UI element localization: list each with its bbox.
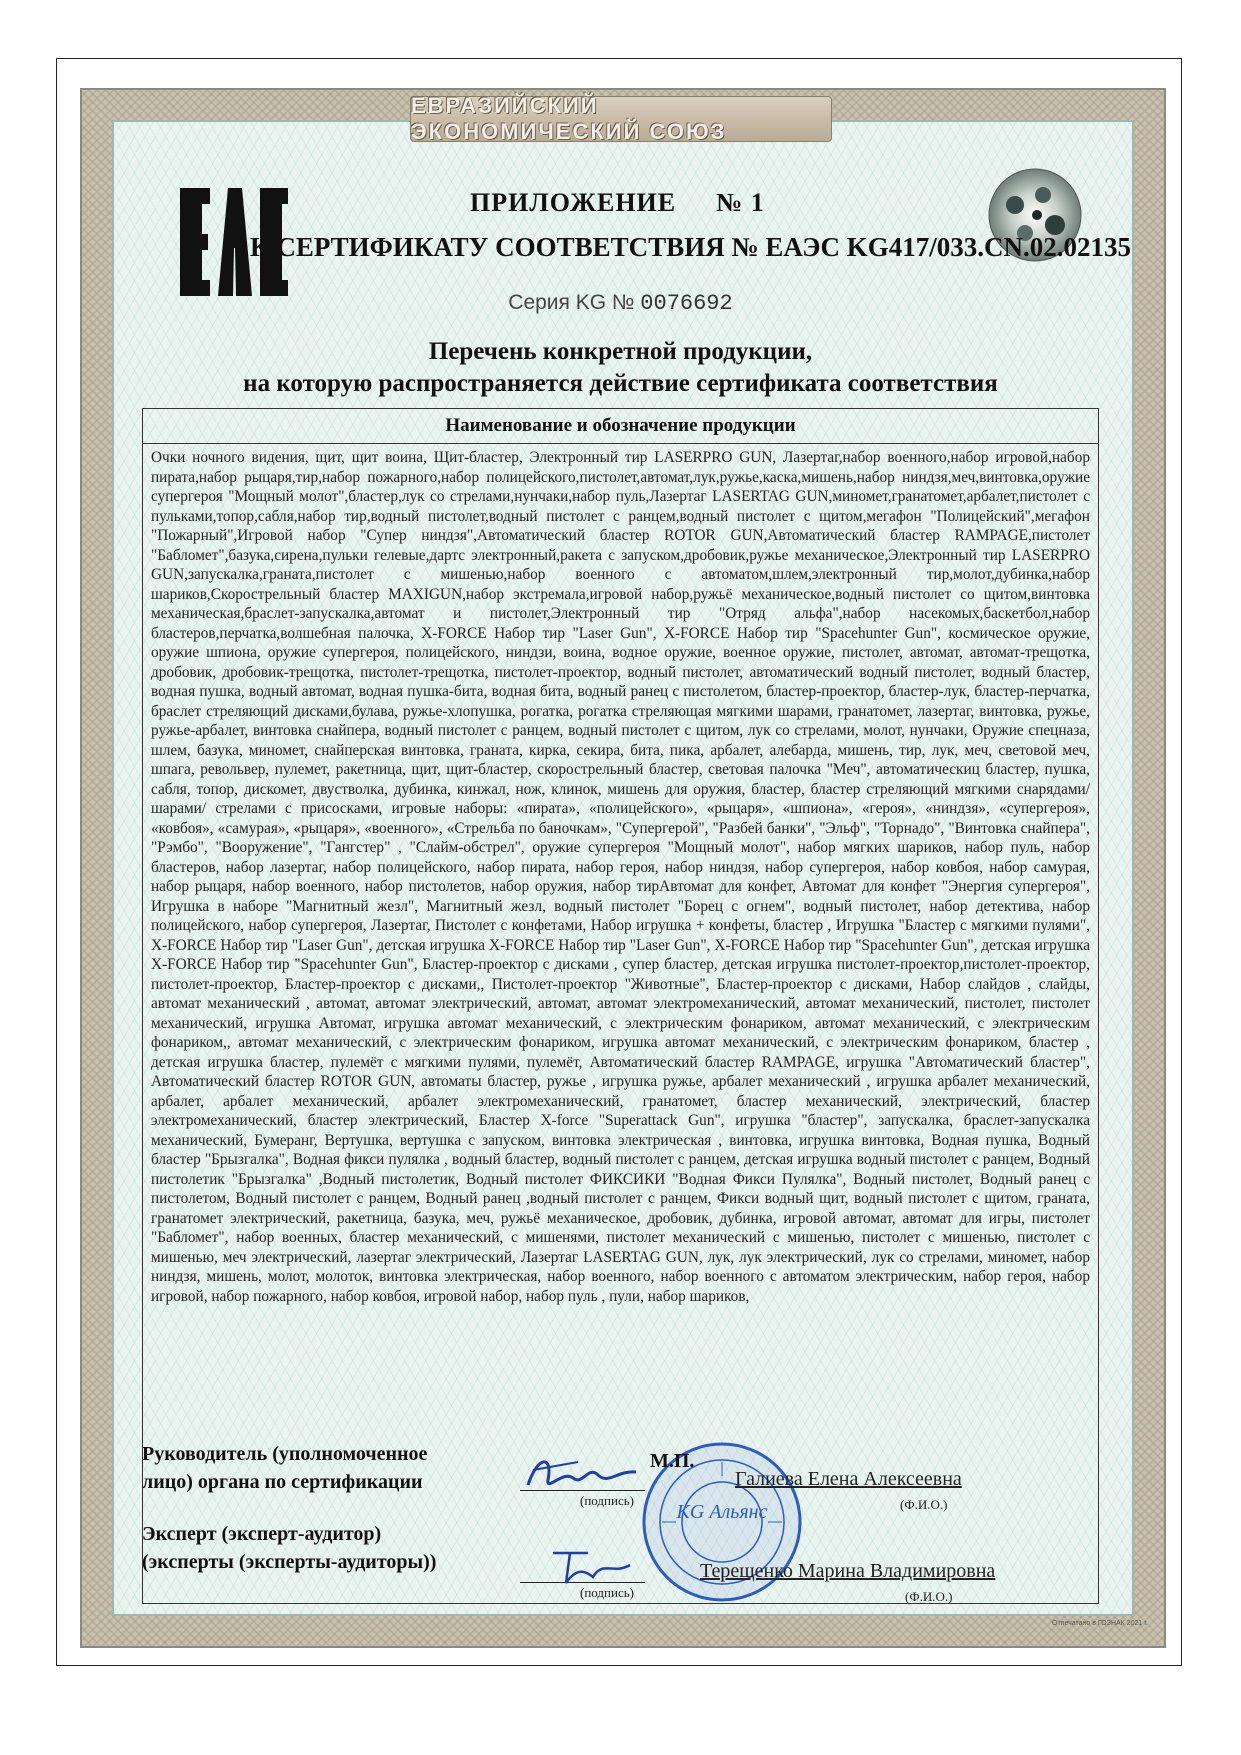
product-table	[142, 408, 1099, 1604]
expert-sign-caption: (подпись)	[580, 1585, 634, 1600]
series-number: 0076692	[640, 291, 733, 316]
stamp-place-label: М.П.	[650, 1450, 695, 1472]
head-sign-caption: (подпись)	[580, 1493, 634, 1508]
list-heading-line-2: на которую распространяется действие сертификата соответствия	[243, 370, 998, 397]
head-label: Руководитель (уполномоченное лицо) органа по сертификации	[142, 1443, 428, 1493]
print-note: Отпечатано в ГОЗНАК 2021 г.	[1052, 1620, 1148, 1627]
expert-label: Эксперт (эксперт-аудитор) (эксперты (эксперты-аудиторы))	[142, 1523, 437, 1573]
head-full-name: Галиева Елена Алексеевна	[735, 1468, 962, 1490]
product-list-text: Очки ночного видения, щит, щит воина, Щит-бластер, Электронный тир LASERPRO GUN, Лазертаг,набор военного,набор игровой,набор пирата,набор рыцаря,тир,набор пожарного,набор полицейского,пистолет,автомат,лук,ружье,каска,мишень,набор ниндзя,меч,винтовка,оружие супергероя "Мощный молот",бластер,лук со стрелами,нунчаки,набор пуль,Лазертаг LASERTAG GUN,миномет,гранатомет,арбалет,пистолет с пульками,топор,сабля,набор тир,водный пистолет,водный пистолет с ранцем,водный пистолет с щитом,мегафон "Полицейский",мегафон "Пожарный",Игровой набор "Супер ниндзя",Автоматический бластер ROTOR GUN,Автоматический бластер RAMPAGE,пистолет "Бабломет",базука,сирена,пульки гелевые,дартс электронный,ракета с запуском,дробовик,ружье механическое,Электронный тир LASERPRO GUN,запускалка,граната,пистолет с мишенью,набор военного с автоматом,шлем,электронный тир,молот,дубинка,набор шариков,Скорострельный бластер MAXIGUN,набор экстремала,игровой набор,ружьё механическое,водный пистолет со щитом,винтовка механическая,браслет-запускалка,автомат и пистолет,Электронный тир "Отряд альфа",набор насекомых,баскетбол,набор бластеров,перчатка,волшебная палочка, X-FORCE Набор тир "Laser Gun", X-FORCE Набор тир "Spacehunter Gun", космическое оружие, оружие шпиона, оружие супергероя, полицейского, ниндзи, воина, водное оружие, военное оружие, пистолет, автомат, автомат-трещотка, дробовик, дробовик-трещотка, пистолет-трещотка, пистолет-проектор, водный пистолет, автоматический водный пистолет, водный бластер, водная пушка, водный автомат, водная пушка-бита, водная бита, водный ранец с пистолетом, бластер-проектор, бластер-лук, бластер-перчатка, браслет стреляющий дисками,булава, ружье-хлопушка, рогатка, рогатка стреляющая мягкими шарами, гранатомет, лазертаг, винтовка, ружье, ружье-арбалет, винтовка снайпера, водный пистолет с ранцем, водный пистолет с щитом, лук со стрелами, молот, нунчаки, Оружие спецназа, шлем, базука, миномет, снайперская винтовка, граната, кирка, секира, бита, пика, арбалет, алебарда, мишень, тир, лук, меч, световой меч, шпага, револьвер, пулемет, ракетница, щит, щит-бластер, скорострельный бластер, световая палочка "Меч", автоматическиц бластер, пушка, сабля, топор, дискомет, двустволка, дубинка, кинжал, нож, клинок, мишень для оружия, бластер, бластер стреляющий мягкими снарядами/шарами/ стрелами с присосками, игровые наборы: «пирата», «полицейского», «рыцаря», «шпиона», «героя», «ниндзя», «супергероя», «ковбоя», «самурая», «рыцаря», «военного», «Стрельба по баночкам», "Супергерой", "Разбей банки", "Эльф", "Торнадо", "Винтовка снайпера", "Рэмбо", "Вооружение", "Гангстер" , "Слайм-обстрел", оружие супергероя "Мощный молот", набор мягких шариков, набор пуль, набор бластеров, набор лазертаг, набор полицейского, набор пирата, набор героя, набор ниндзя, набор супергероя, набор ковбоя, набор самурая, набор рыцаря, набор военного, набор пистолетов, набор оружия, набор тирАвтомат для конфет, Автомат для конфет "Энергия супергероя", Игрушка в наборе "Магнитный жезл", Магнитный жезл, водный пистолет "Борец с огнем", водный пистолет, набор детектива, набор полицейского, набор супергероя, Лазертаг, Пистолет с конфетами, Набор игрушка + конфеты, бластер , Игрушка "Бластер с мягкими пулями", X-FORCE Набор тир "Laser Gun", детская игрушка X-FORCE Набор тир "Laser Gun", X-FORCE Набор тир "Spacehunter Gun", детская игрушка X-FORCE Набор тир "Spacehunter Gun", Бластер-проектор с дисками , супер бластер, детская игрушка пистолет-проектор,пистолет-проектор, пистолет-проектор, Бластер-проектор с дисками,, Пистолет-проектор "Животные", Бластер-проектор с дисками, Набор слайдов , слайды, автомат механический , автомат, автомат электрический, автомат, автомат электромеханический, автомат механический, пистолет, пистолет механический, игрушка Автомат, игрушка автомат механический, с электрическим фонариком, автомат механический, с электрическим фонариком,, автомат механический, с электрическим фонариком, игрушка автомат механический, с электрическим фонариком, бластер , детская игрушка бластер, пулемёт с мягкими пулями, пулемёт, Автоматический бластер RAMPAGE, игрушка "Автоматический бластер", Автоматический бластер ROTOR GUN, автоматы бластер, ружье , игрушка ружье, арбалет механический , игрушка арбалет механический, арбалет, арбалет механический, арбалет электромеханический, гранатомет, бластер механический, электрический, бластер электромеханический, бластер электрический, Бластер X-force "Superattack Gun", игрушка "бластер", запускалка, браслет-запускалка механический, Бумеранг, Вертушка, вертушка с запуском, винтовка электрическая , винтовка, игрушка винтовка, Водная пушка, Водный бластер "Брызгалка", Водная фикси пулялка , водный бластер, водный пистолет с ранцем, детская игрушка водный пистолет с ранцем, Водный пистолетик "Брызгалка" ,Водный пистолетик, Водный пистолет ФИКСИКИ "Водная Фикси Пулялка", Водный пистолет, Водный ранец с пистолетом, Водный пистолет с ранцем, Водный ранец ,водный пистолет с ранцем, Фикси водный щит, водный пистолет с щитом, граната, гранатомет электрический, ракетница, базука, меч, ружьё механическое, дробовик, дубинка, игровой автомат, автомат для игры, пистолет "Бабломет", набор военных, бластер механический, с мишенями, пистолет механический с мишенью, пистолет с мишенью, пистолет с мишенью, меч электрический, лазертаг электрический, Лазертаг LASERTAG GUN, лук, лук электрический, лук со стрелами, миномет, набор ниндзя, мишень, молот, молоток, винтовка электрическая, набор военного, набор военного с автоматом электрическим, набор героя, набор игровой, набор пожарного, набор ковбоя, игровой набор, набор пуль , пули, набор шариков,	[151, 449, 1090, 1305]
expert-full-name: Терещенко Марина Владимировна	[700, 1560, 996, 1582]
appendix-title: ПРИЛОЖЕНИЕ № 1	[470, 188, 765, 217]
svg-text:KG Альянс: KG Альянс	[676, 1501, 768, 1523]
product-table-header: Наименование и обозначение продукции	[143, 409, 1098, 444]
certificate-number-title: К СЕРТИФИКАТУ СООТВЕТСТВИЯ № ЕАЭС KG417/033.CN.02.02135	[250, 232, 1131, 262]
head-signature	[518, 1450, 648, 1500]
banner-text: ЕВРАЗИЙСКИЙ ЭКОНОМИЧЕСКИЙ СОЮЗ	[411, 93, 727, 144]
head-fio-caption: (Ф.И.О.)	[900, 1497, 948, 1512]
eaeu-banner	[410, 93, 832, 144]
list-heading-line-1: Перечень конкретной продукции,	[428, 338, 813, 365]
expert-fio-caption: (Ф.И.О.)	[905, 1589, 953, 1604]
series-line: Серия KG № 0076692	[508, 291, 733, 316]
expert-signature	[548, 1545, 638, 1590]
